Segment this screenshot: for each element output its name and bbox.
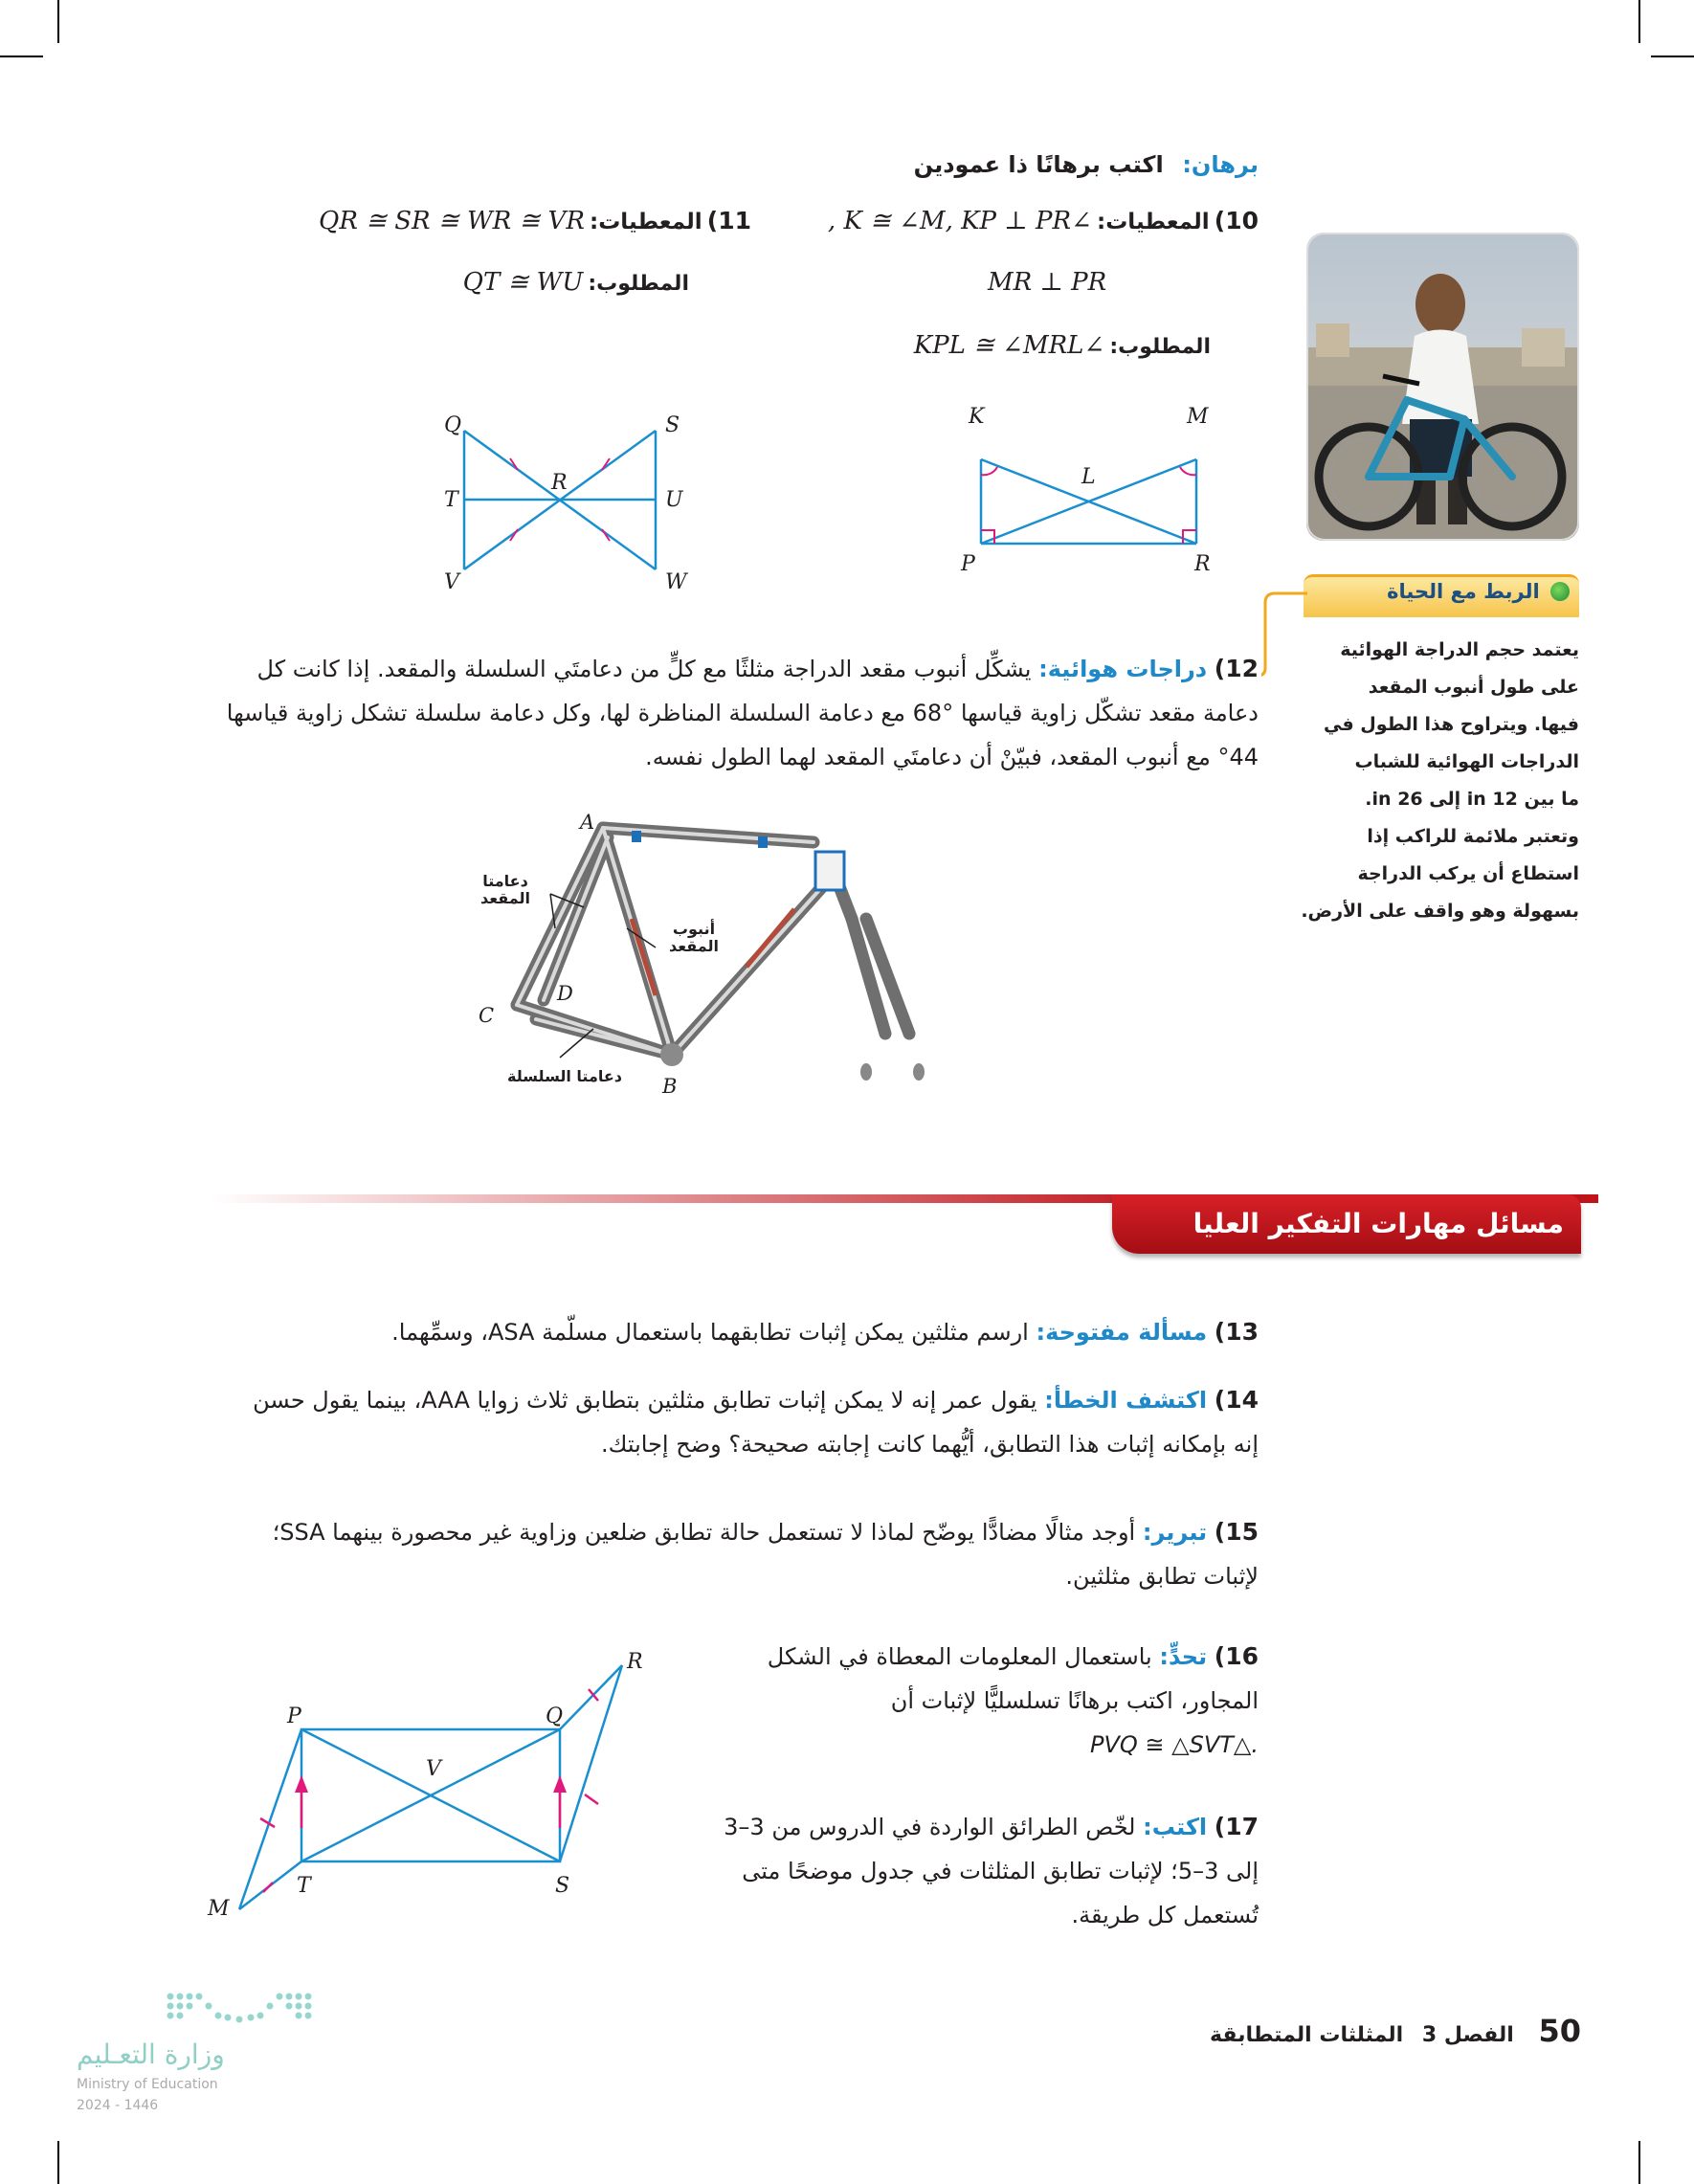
page-number: 50: [1538, 2013, 1581, 2049]
ex17: [665, 1805, 1259, 1937]
ex13-number: 13): [1214, 1318, 1259, 1346]
ex16: [665, 1635, 1259, 1767]
ex16-label-v: V: [426, 1757, 441, 1781]
ex12-label: دراجات هوائية:: [1038, 656, 1208, 682]
ex11-given: [319, 207, 751, 235]
ex10-given-label: المعطيات:: [1097, 210, 1210, 234]
footer: [1210, 2013, 1581, 2049]
ex11-prove-value: QT ≅ WU: [462, 268, 584, 297]
ex11-label-q: Q: [444, 413, 462, 437]
ex10-given: [799, 207, 1259, 235]
ex14-line1: يقول عمر إنه لا يمكن إثبات تطابق مثلثين بتطابق ثلاث زوايا AAA، بينما يقول حسن: [253, 1387, 1037, 1414]
ex10-label-l: L: [1081, 465, 1096, 489]
ex16-number: 16): [1214, 1642, 1259, 1670]
ex11-label-u: U: [665, 488, 683, 512]
ex17-number: 17): [1214, 1813, 1259, 1840]
ex11-label-v: V: [444, 570, 459, 594]
ex11-number: 11): [706, 207, 751, 234]
bike-label-seat-tube: أنبوب المقعد: [668, 920, 719, 955]
ex15-line2: لإثبات تطابق مثلثين.: [1065, 1563, 1259, 1590]
real-world-line: وتعتبر ملائمة للراكب إذا: [1367, 826, 1579, 847]
bike-label-b: B: [662, 1075, 678, 1098]
ex16-line2: المجاور، اكتب برهانًا تسلسليًّا لإثبات أن: [890, 1687, 1259, 1714]
ex10-given-line1: ∠K ≅ ∠M, KP ⊥ PR ,: [827, 207, 1092, 235]
ex16-label-p: P: [287, 1705, 301, 1728]
ex10-prove-value: ∠KPL ≅ ∠MRL: [913, 331, 1105, 360]
bike-label-chain-stays: دعامتا السلسلة: [507, 1067, 622, 1085]
ex16-line1: باستعمال المعلومات المعطاة في الشكل: [767, 1643, 1152, 1670]
ex10-number: 10): [1214, 207, 1259, 234]
ex14: [196, 1378, 1259, 1466]
ministry-year: 2024 - 1446: [77, 2098, 159, 2113]
crop-mark: [57, 0, 59, 43]
ministry-logo-icon: [163, 1989, 316, 2027]
real-world-line: فيها. ويتراوح هذا الطول في: [1324, 714, 1579, 735]
ex11-label-t: T: [444, 488, 458, 512]
ex11-label-s: S: [665, 413, 680, 437]
chapter-label: الفصل 3: [1421, 2023, 1514, 2047]
proof-label: برهان:: [1182, 151, 1259, 178]
ex12-line1: يشكِّل أنبوب مقعد الدراجة مثلثًا مع كلٍّ من دعامتَي السلسلة والمقعد. إذا كانت كل: [256, 656, 1032, 682]
bicycle-photo: [1306, 233, 1579, 541]
globe-icon: [1550, 582, 1570, 601]
ex13-text: ارسم مثلثين يمكن إثبات تطابقهما باستعمال مسلّمة ASA، وسمِّهما.: [391, 1319, 1029, 1346]
proof-text: اكتب برهانًا ذا عمودين: [913, 151, 1164, 178]
proof-heading: [914, 151, 1259, 178]
real-world-text: [1292, 632, 1579, 930]
ex10-label-r: R: [1194, 552, 1211, 576]
crop-mark: [1651, 56, 1694, 57]
ex16-label-s: S: [555, 1874, 570, 1898]
crop-mark: [1638, 0, 1640, 43]
bike-label-seat-stays: دعامتا المقعد: [479, 872, 530, 907]
real-world-line: يعتمد حجم الدراجة الهوائية: [1340, 639, 1579, 660]
ex15-label: تبرير:: [1142, 1519, 1208, 1546]
chapter-title: المثلثات المتطابقة: [1210, 2023, 1404, 2047]
ex11-given-value: QR ≅ SR ≅ WR ≅ VR: [319, 207, 585, 235]
ex14-line2: إنه بإمكانه إثبات هذا التطابق، أيُّهما كانت إجابته صحيحة؟ وضح إجابتك.: [601, 1431, 1259, 1458]
bike-label-d: D: [557, 982, 573, 1005]
ministry-name-en: Ministry of Education: [77, 2077, 218, 2092]
bike-label-c: C: [479, 1004, 495, 1027]
real-world-line: على طول أنبوب المقعد: [1368, 677, 1579, 698]
ex11-prove-label: المطلوب:: [588, 272, 689, 296]
real-world-line: استطاع أن يركب الدراجة: [1357, 863, 1579, 884]
ex16-line3: .△PVQ ≅ △SVT: [1089, 1731, 1259, 1758]
ex14-number: 14): [1214, 1386, 1259, 1414]
ex10-label-m: M: [1187, 405, 1209, 429]
ex10-label-p: P: [961, 552, 975, 576]
ex16-label-r: R: [627, 1650, 643, 1674]
ex16-label-m: M: [208, 1897, 230, 1921]
ex10-prove: [914, 331, 1211, 360]
ex10-prove-label: المطلوب:: [1109, 335, 1211, 359]
ex16-label: تحدٍّ:: [1159, 1643, 1208, 1670]
ex10-given-line2: MR ⊥ PR: [988, 268, 1107, 297]
section-title: مسائل مهارات التفكير العليا: [1192, 1208, 1564, 1239]
ex12-line3: °44 مع أنبوب المقعد، فبيّنْ أن دعامتَي المقعد لهما الطول نفسه.: [645, 744, 1259, 770]
ex11-given-label: المعطيات:: [590, 210, 702, 234]
real-world-line: الدراجات الهوائية للشباب: [1354, 751, 1579, 772]
ex14-label: اكتشف الخطأ:: [1044, 1387, 1208, 1414]
ex12-line2: دعامة مقعد تشكّل زاوية قياسها °68 مع دعامة السلسلة المناظرة لها، وكل دعامة سلسلة تشكل زاوية قياسها: [226, 700, 1259, 726]
crop-mark: [57, 2141, 59, 2184]
bike-frame-figure: [459, 804, 995, 1101]
ex17-line2: إلى 3–5؛ لإثبات تطابق المثلثات في جدول موضحًا متى: [742, 1858, 1259, 1884]
ministry-name-ar: وزارة التعـليم: [77, 2039, 225, 2070]
ex12-number: 12): [1214, 655, 1259, 682]
ex17-line3: تُستعمل كل طريقة.: [1071, 1902, 1259, 1928]
ex11-label-r: R: [551, 471, 568, 495]
ex17-label: اكتب:: [1143, 1814, 1208, 1840]
ex11-prove: [463, 268, 689, 297]
real-world-line: بسهولة وهو واقف على الأرض.: [1301, 901, 1579, 922]
ex16-label-t: T: [297, 1874, 311, 1898]
crop-mark: [0, 56, 43, 57]
ex13: [196, 1310, 1259, 1354]
ex11-figure: [431, 407, 699, 603]
real-world-title-text: الربط مع الحياة: [1387, 580, 1540, 603]
real-world-line: ما بين 12 in إلى 26 in.: [1365, 789, 1579, 810]
bike-label-a: A: [580, 811, 595, 834]
ex17-line1: لخّص الطرائق الواردة في الدروس من 3–3: [724, 1814, 1136, 1840]
crop-mark: [1638, 2141, 1640, 2184]
ex10-label-k: K: [969, 405, 985, 429]
ex16-label-q: Q: [546, 1705, 564, 1728]
ex16-figure: [196, 1641, 665, 1928]
section-banner: [1112, 1194, 1581, 1254]
ex12-text: [196, 647, 1259, 779]
ex10-figure: [957, 402, 1225, 584]
ex15-number: 15): [1214, 1518, 1259, 1546]
ex13-label: مسألة مفتوحة:: [1036, 1319, 1208, 1346]
ex15-line1: أوجد مثالًا مضادًّا يوضّح لماذا لا تستعمل حالة تطابق ضلعين وزاوية غير محصورة بينهما SSA؛: [272, 1519, 1136, 1546]
ex11-label-w: W: [665, 570, 687, 594]
real-world-title: [1387, 580, 1570, 603]
ex15: [196, 1510, 1259, 1598]
